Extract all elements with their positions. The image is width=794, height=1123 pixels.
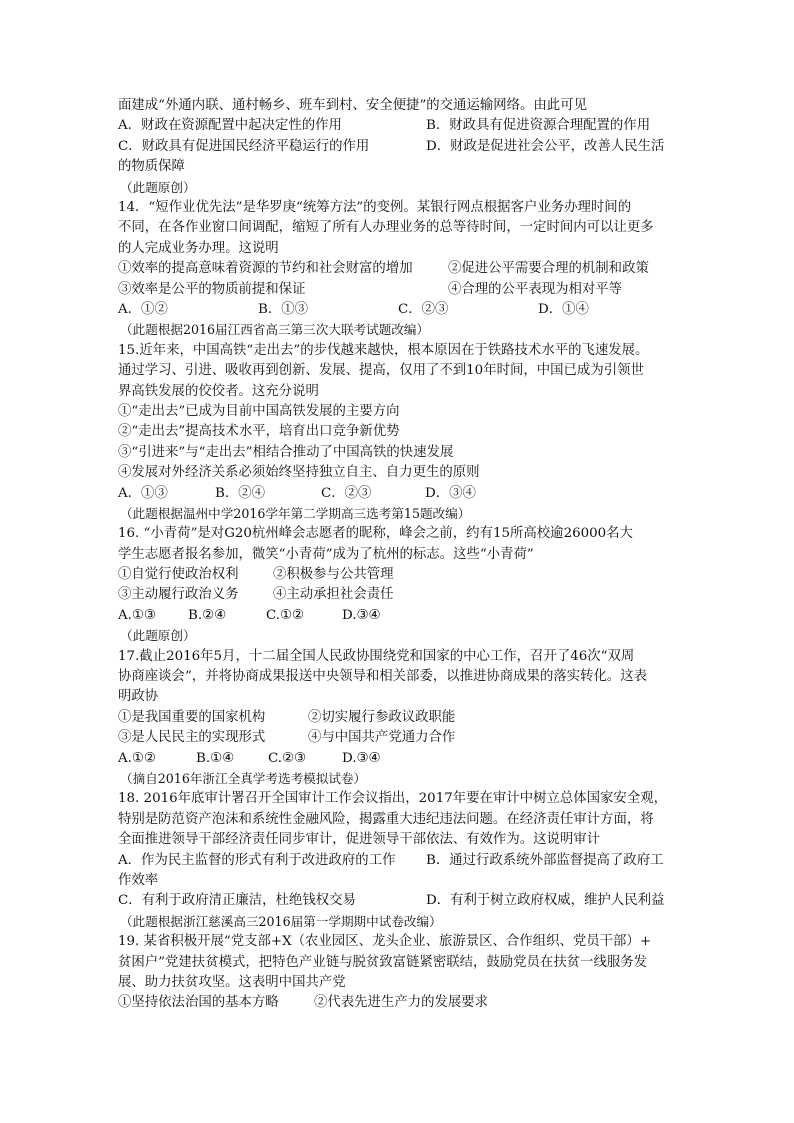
q13-intro: 面建成“外通内联、通村畅乡、班车到村、安全便捷”的交通运输网络。由此可见 — [118, 98, 587, 113]
q17-item-4: ④与中国共产党通力合作 — [308, 730, 456, 746]
q14-items-row2 — [118, 280, 684, 300]
q15-answer-d: D．③④ — [425, 485, 476, 501]
q15-answer-c: C．②③ — [321, 485, 372, 501]
q14-source: （此题根据2016届江西省高三第三次大联考试题改编） — [120, 322, 430, 338]
q16-item-4: ④主动承担社会责任 — [273, 587, 394, 603]
q16-answer-d: D.③④ — [342, 607, 381, 623]
q19-stem-line1: 19. 某省积极开展“党支部+X（农业园区、龙头企业、旅游景区、合作组织、党员干部）+ — [118, 934, 652, 950]
q14-items-row1 — [118, 259, 684, 279]
q18-source: （此题根据浙江慈溪高三2016届第一学期期中试卷改编） — [120, 913, 442, 929]
q18-option-c: C．有利于政府清正廉洁，杜绝钱权交易 — [118, 893, 356, 909]
q14-item-4: ④合理的公平表现为相对平等 — [448, 281, 623, 297]
q13-options-row1 — [118, 116, 684, 136]
q15-item-1: ①“走出去”已成为目前中国高铁发展的主要方向 — [118, 403, 400, 419]
q19-item-2: ②代表先进生产力的发展要求 — [314, 995, 489, 1011]
q17-answer-a: A.①② — [118, 750, 156, 766]
q15-item-3: ③“引进来”与“走出去”相结合推动了中国高铁的快速发展 — [118, 444, 454, 460]
q13-source: （此题原创） — [120, 179, 196, 195]
q14-answer-a: A．①② — [118, 301, 168, 317]
document-page — [118, 96, 684, 1014]
q18-option-d: D．有利于树立政府权威，维护人民利益 — [426, 893, 665, 909]
q14-item-2: ②促进公平需要合理的机制和政策 — [448, 261, 649, 277]
q15-answer-b: B．②④ — [215, 485, 266, 501]
q18-stem-line1: 18. 2016年底审计署召开全国审计工作会议指出，2017年要在审计中树立总体国家安全观， — [118, 791, 667, 807]
q14-answer-d: D．①④ — [538, 301, 589, 317]
q18-stem-line3: 全面推进领导干部经济责任同步审计，促进领导干部依法、有效作为。这说明审计 — [118, 832, 601, 848]
q19-items-row1 — [118, 993, 684, 1013]
q14-answers — [118, 300, 684, 320]
q18-option-a: A．作为民主监督的形式有利于改进政府的工作 — [118, 852, 396, 868]
q13-options-row2 — [118, 137, 684, 157]
q16-items-row1 — [118, 565, 684, 585]
q18-options-row1 — [118, 851, 684, 871]
q17-stem-line3: 明政协 — [118, 689, 159, 705]
q14-stem-line3: 的人完成业务办理。这说明 — [118, 240, 279, 256]
q17-items-row1 — [118, 708, 684, 728]
q15-stem-line3: 界高铁发展的佼佼者。这充分说明 — [118, 383, 319, 399]
q13-option-a: A．财政在资源配置中起决定性的作用 — [118, 118, 342, 134]
q15-answers — [118, 484, 684, 504]
q13-option-c: C．财政具有促进国民经济平稳运行的作用 — [118, 138, 370, 154]
q14-stem-line2: 不同，在各作业窗口间调配，缩短了所有人办理业务的总等待时间，一定时间内可以让更多 — [118, 220, 654, 236]
q19-item-1: ①坚持依法治国的基本方略 — [118, 995, 279, 1011]
q15-item-4: ④发展对外经济关系必须始终坚持独立自主、自力更生的原则 — [118, 465, 480, 481]
q16-item-2: ②积极参与公共管理 — [273, 567, 394, 583]
q16-item-1: ①自觉行使政治权利 — [118, 567, 239, 583]
q16-stem-line2: 学生志愿者报名参加，微笑“小青荷”成为了杭州的标志。这些“小青荷” — [118, 546, 534, 562]
q14-answer-c: C．②③ — [398, 301, 449, 317]
q13-option-d: D．财政是促进社会公平，改善人民生活 — [426, 138, 665, 154]
q17-item-1: ①是我国重要的国家机构 — [118, 709, 266, 725]
q17-item-3: ③是人民民主的实现形式 — [118, 730, 266, 746]
q18-option-b: B．通过行政系统外部监督提高了政府工 — [426, 852, 664, 868]
q17-answer-d: D.③④ — [342, 750, 381, 766]
q17-items-row2 — [118, 728, 684, 748]
q16-source: （此题原创） — [120, 628, 196, 644]
q16-answer-c: C.①② — [266, 607, 305, 623]
q15-answer-a: A．①③ — [118, 485, 168, 501]
q16-stem-line1: 16. “小青荷”是对G20杭州峰会志愿者的昵称，峰会之前，约有15所高校逾26000名大 — [118, 526, 633, 542]
q14-item-1: ①效率的提高意味着资源的节约和社会财富的增加 — [118, 261, 413, 277]
q17-source: （摘自2016年浙江全真学考选考模拟试卷） — [120, 771, 367, 787]
q17-answers — [118, 749, 684, 769]
q18-stem-line2: 特别是防范资产泡沫和系统性金融风险，揭露重大违纪违法问题。在经济责任审计方面，将 — [118, 811, 654, 827]
q17-stem-line2: 协商座谈会”，并将协商成果报送中央领导和相关部委，以推进协商成果的落实转化。这表 — [118, 669, 648, 685]
q17-answer-b: B.①④ — [196, 750, 235, 766]
q14-answer-b: B．①③ — [258, 301, 309, 317]
q18-option-b-cont: 作效率 — [118, 873, 159, 889]
q15-item-2: ②“走出去”提高技术水平，培育出口竞争新优势 — [118, 424, 400, 440]
q16-item-3: ③主动履行政治义务 — [118, 587, 239, 603]
q14-item-3: ③效率是公平的物质前提和保证 — [118, 281, 306, 297]
q13-option-d-cont: 的物质保障 — [118, 159, 185, 175]
q19-stem-line3: 展、助力扶贫攻坚。这表明中国共产党 — [118, 975, 346, 991]
q14-stem-line1: 14．“短作业优先法”是华罗庚“统筹方法”的变例。某银行网点根据客户业务办理时间的 — [118, 199, 632, 215]
q15-source: （此题根据温州中学2016学年第二学期高三选考第15题改编） — [120, 505, 471, 521]
q13-option-b: B．财政具有促进资源合理配置的作用 — [426, 118, 651, 134]
q16-answer-b: B.②④ — [188, 607, 227, 623]
q17-stem-line1: 17.截止2016年5月，十二届全国人民政协围绕党和国家的中心工作，召开了46次“双周 — [118, 648, 635, 664]
q16-answer-a: A.①③ — [118, 607, 156, 623]
q15-stem-line2: 通过学习、引进、吸收再到创新、发展、提高，仅用了不到10年时间，中国已成为引领世 — [118, 363, 644, 379]
q18-options-row2 — [118, 891, 684, 911]
q16-items-row2 — [118, 585, 684, 605]
q17-item-2: ②切实履行参政议政职能 — [308, 709, 456, 725]
q15-stem-line1: 15.近年来，中国高铁“走出去”的步伐越来越快，根本原因在于铁路技术水平的飞速发展。 — [118, 342, 649, 358]
q17-answer-c: C.②③ — [268, 750, 307, 766]
q19-stem-line2: 贫困户”党建扶贫模式，把特色产业链与脱贫致富链紧密联结，鼓励党员在扶贫一线服务发 — [118, 954, 648, 970]
q16-answers — [118, 606, 684, 626]
